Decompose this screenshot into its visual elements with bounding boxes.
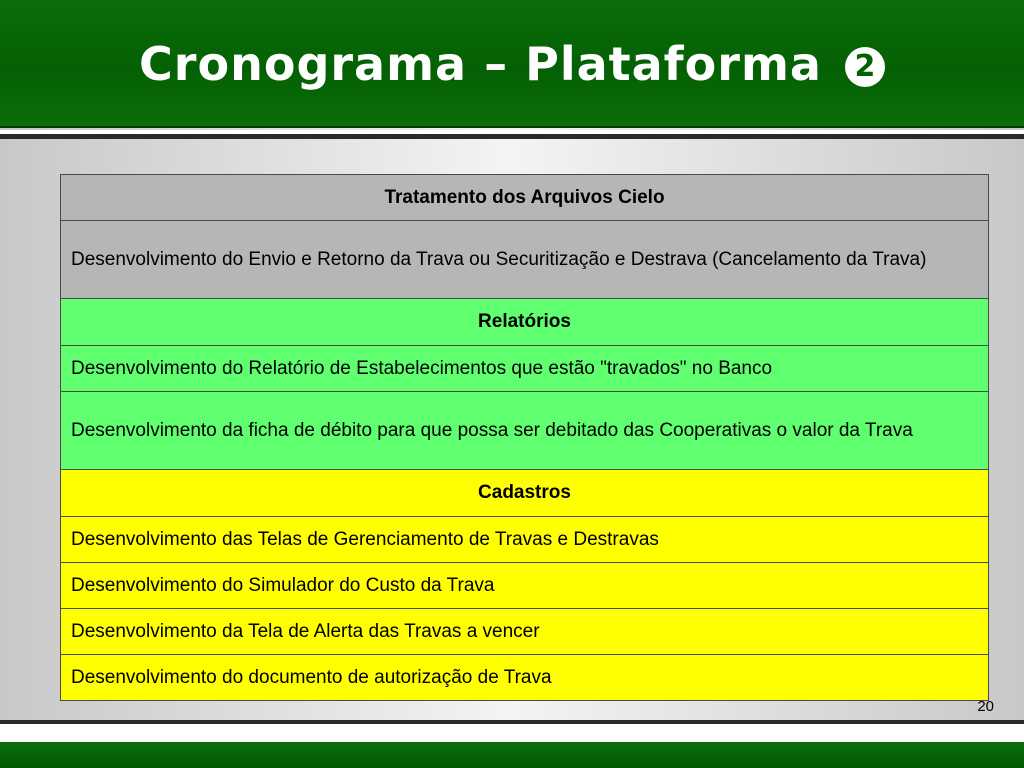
slide-header bbox=[0, 0, 1024, 128]
task-cell: Desenvolvimento da ficha de débito para que possa ser debitado das Cooperativas o valor da Trava bbox=[61, 392, 989, 470]
table-row bbox=[61, 346, 989, 392]
header-divider-dark bbox=[0, 134, 1024, 139]
section-heading-relatorios: Relatórios bbox=[61, 299, 989, 346]
section-heading-cadastros: Cadastros bbox=[61, 470, 989, 517]
schedule-table bbox=[60, 174, 989, 701]
slide-title-text: Cronograma – Plataforma bbox=[139, 37, 822, 91]
table-row bbox=[61, 655, 989, 701]
table-row bbox=[61, 221, 989, 299]
task-cell: Desenvolvimento da Tela de Alerta das Travas a vencer bbox=[61, 609, 989, 655]
table-row bbox=[61, 392, 989, 470]
table-row bbox=[61, 563, 989, 609]
task-cell: Desenvolvimento das Telas de Gerenciamento de Travas e Destravas bbox=[61, 517, 989, 563]
table-row bbox=[61, 609, 989, 655]
footer-divider-light bbox=[0, 724, 1024, 742]
section-header-row bbox=[61, 175, 989, 221]
section-heading-cielo: Tratamento dos Arquivos Cielo bbox=[61, 175, 989, 221]
task-cell: Desenvolvimento do documento de autorização de Trava bbox=[61, 655, 989, 701]
task-cell: Desenvolvimento do Envio e Retorno da Trava ou Securitização e Destrava (Cancelamento da Trava) bbox=[61, 221, 989, 299]
section-header-row bbox=[61, 299, 989, 346]
title-number-badge: 2 bbox=[845, 47, 885, 87]
slide-title bbox=[0, 34, 1024, 94]
section-header-row bbox=[61, 470, 989, 517]
slide-footer bbox=[0, 742, 1024, 768]
task-cell: Desenvolvimento do Relatório de Estabelecimentos que estão "travados" no Banco bbox=[61, 346, 989, 392]
page-number: 20 bbox=[977, 698, 994, 715]
task-cell: Desenvolvimento do Simulador do Custo da Trava bbox=[61, 563, 989, 609]
table-row bbox=[61, 517, 989, 563]
